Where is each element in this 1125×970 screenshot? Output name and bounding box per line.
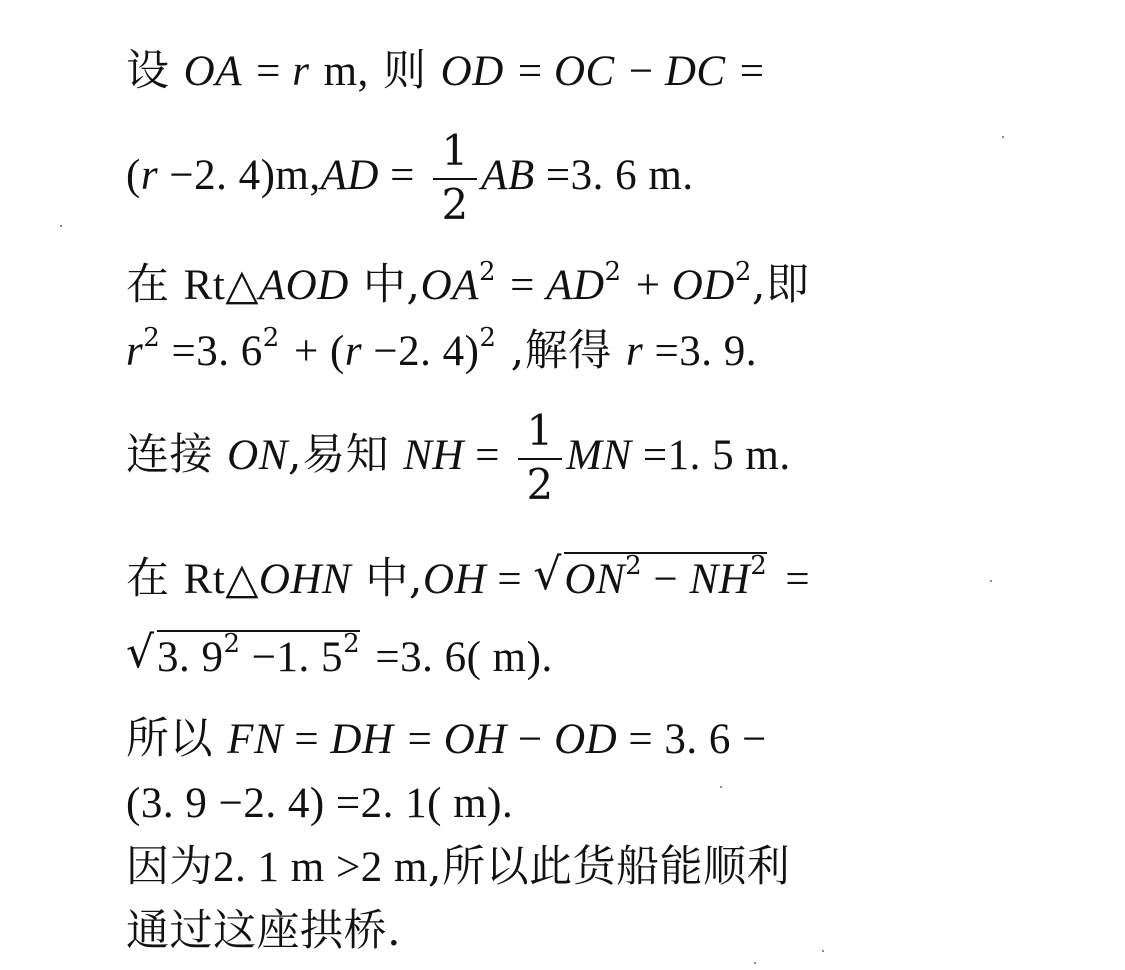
scan-speck xyxy=(822,950,824,952)
square-root: √ $ON^2 - NH^2$ xyxy=(533,549,768,603)
scan-speck xyxy=(720,786,722,788)
solution-line-9: (3. 9 −2. 4) =2. 1( m). xyxy=(126,780,514,827)
solution-line-7: √ 3. $9^2 -1$. $5^2 =3$. 6( m). xyxy=(126,627,553,681)
square-root: √ 3. $9^2 -1$. $5^2$ xyxy=(126,627,361,681)
fraction-one-half: $\frac{1}{2}$ xyxy=(431,130,479,226)
fraction-one-half: $\frac{1}{2}$ xyxy=(516,410,564,506)
scan-speck xyxy=(1002,136,1004,138)
solution-line-8: 所以 FN = DH = OH − OD = 3. 6 − xyxy=(126,714,767,764)
text-chinese: 则 xyxy=(382,46,427,96)
solution-line-1: 设 OA = r m, 则 OD = OC − DC = xyxy=(126,46,765,96)
scan-speck xyxy=(754,962,756,964)
scan-speck xyxy=(60,225,62,227)
scan-speck xyxy=(990,580,992,582)
solution-line-2: (r −2. 4)m,AD = $\frac{1}{2}$ AB =3. 6 m. xyxy=(126,126,694,229)
solution-line-6: 在 Rt△OHN 中,OH = √ $ON^2 - NH^2$ = xyxy=(126,549,811,604)
solution-line-4: $r^2 =3$. $6^2 + (r -2$. 4)$^2$ ,解得 r =3. 9. xyxy=(126,322,757,376)
text-chinese: 设 xyxy=(126,46,170,96)
solution-line-3: 在 Rt△AOD 中$,OA^2 = AD^2 + OD^2$,即 xyxy=(126,256,810,310)
solution-line-10: 因为2. 1 m >2 m,所以此货船能顺利 xyxy=(126,842,791,892)
solution-line-11: 通过这座拱桥. xyxy=(126,906,402,956)
solution-line-5: 连接 ON,易知 NH = $\frac{1}{2}$ MN =1. 5 m. xyxy=(126,406,791,509)
